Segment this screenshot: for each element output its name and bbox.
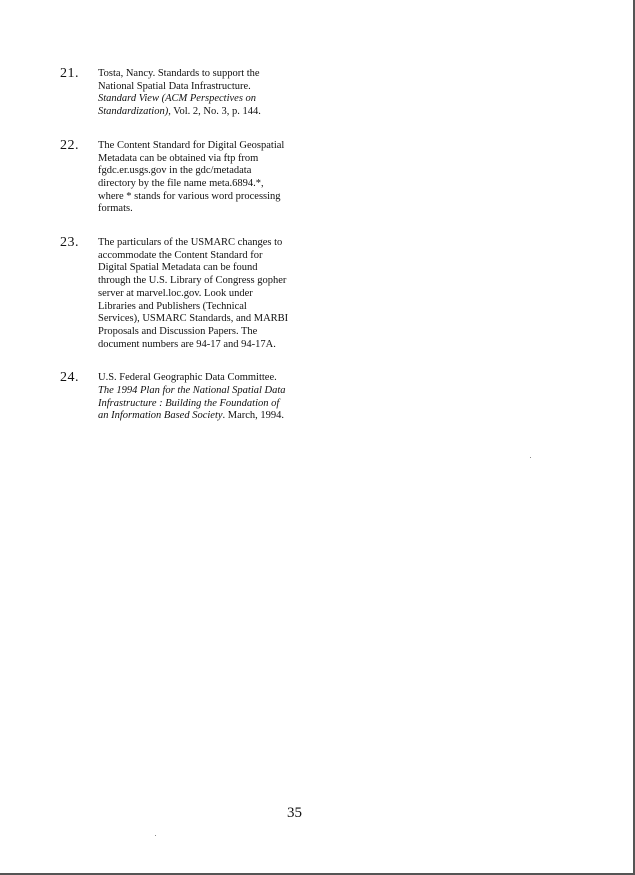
text-segment: National Spatial Data Infrastructure. xyxy=(98,80,251,92)
endnote-23 xyxy=(60,237,320,351)
text-line xyxy=(98,237,320,250)
text-segment: where * stands for various word processing xyxy=(98,190,281,202)
text-segment: The Content Standard for Digital Geospatial xyxy=(98,139,285,151)
text-segment: document numbers are 94-17 and 94-17A. xyxy=(98,338,276,350)
text-segment: directory by the file name meta.6894.*, xyxy=(98,177,264,189)
italic-segment: an Information Based Society xyxy=(98,410,223,422)
text-line xyxy=(98,203,320,216)
text-line xyxy=(98,93,320,106)
text-segment: Metadata can be obtained via ftp from xyxy=(98,152,259,164)
endnote-number: 23. xyxy=(60,235,79,251)
italic-segment: Standardization) xyxy=(98,106,169,118)
endnote-text xyxy=(98,140,320,216)
text-segment: server at marvel.loc.gov. Look under xyxy=(98,287,253,299)
text-segment: Services), USMARC Standards, and MARBI xyxy=(98,313,289,325)
text-line xyxy=(98,106,320,119)
text-line xyxy=(98,81,320,94)
text-line xyxy=(98,301,320,314)
text-segment: U.S. Federal Geographic Data Committee. xyxy=(98,372,277,384)
text-segment: The particulars of the USMARC changes to xyxy=(98,237,283,249)
page-number: 35 xyxy=(287,805,302,821)
text-segment: . March, 1994. xyxy=(222,410,285,422)
text-line xyxy=(98,339,320,352)
text-line xyxy=(98,313,320,326)
text-line xyxy=(98,398,320,411)
endnote-24 xyxy=(60,372,320,423)
text-line xyxy=(98,191,320,204)
text-segment: Digital Spatial Metadata can be found xyxy=(98,262,258,274)
text-line xyxy=(98,153,320,166)
text-line xyxy=(98,140,320,153)
endnote-text xyxy=(98,237,320,351)
text-line xyxy=(98,326,320,339)
endnote-number: 21. xyxy=(60,66,79,81)
text-segment: , Vol. 2, No. 3, p. 144. xyxy=(168,106,261,118)
text-segment: through the U.S. Library of Congress gopher xyxy=(98,275,287,287)
endnote-number: 24. xyxy=(60,370,79,386)
text-line xyxy=(98,250,320,263)
text-line xyxy=(98,262,320,275)
endnotes-list xyxy=(60,68,320,444)
text-line xyxy=(98,288,320,301)
endnote-21 xyxy=(60,68,320,119)
text-line xyxy=(98,178,320,191)
text-line xyxy=(98,275,320,288)
text-segment: formats. xyxy=(98,203,133,215)
text-segment: Tosta, Nancy. Standards to support the xyxy=(98,68,260,79)
scan-speck xyxy=(530,457,531,458)
text-segment: accommodate the Content Standard for xyxy=(98,249,263,261)
scan-speck xyxy=(155,835,156,836)
endnote-text xyxy=(98,372,320,423)
endnote-number: 22. xyxy=(60,137,79,153)
text-segment: Libraries and Publishers (Technical xyxy=(98,300,247,312)
text-line xyxy=(98,372,320,385)
endnote-22 xyxy=(60,137,320,216)
text-line xyxy=(98,410,320,423)
text-line xyxy=(98,165,320,178)
text-line xyxy=(98,68,320,81)
text-segment: Proposals and Discussion Papers. The xyxy=(98,325,258,337)
endnote-text xyxy=(98,68,320,119)
italic-segment: The 1994 Plan for the National Spatial Data xyxy=(98,385,286,397)
text-segment: fgdc.er.usgs.gov in the gdc/metadata xyxy=(98,165,252,177)
italic-segment: Infrastructure : Building the Foundation of xyxy=(98,397,280,409)
italic-segment: Standard View (ACM Perspectives on xyxy=(98,93,257,105)
text-line xyxy=(98,385,320,398)
